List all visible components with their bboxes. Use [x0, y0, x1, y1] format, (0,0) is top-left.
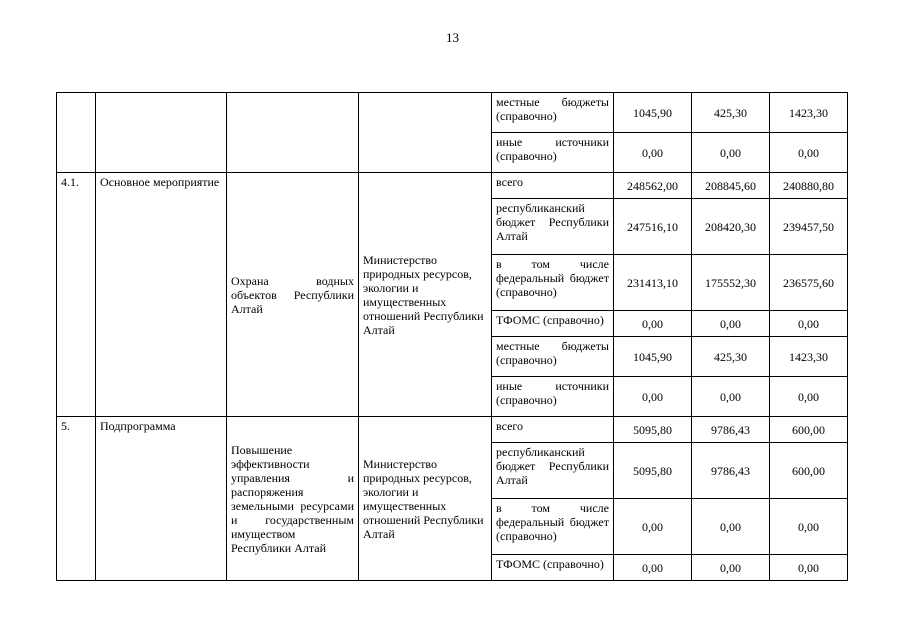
- value-cell: 240880,80: [770, 173, 848, 199]
- value-cell: 600,00: [770, 443, 848, 499]
- value-cell: 0,00: [614, 555, 692, 581]
- value-cell: 208845,60: [692, 173, 770, 199]
- source-cell: республиканский бюджет Республики Алтай: [492, 443, 614, 499]
- source-cell: местные бюджеты (справочно): [492, 93, 614, 133]
- code-cell: [57, 93, 96, 173]
- value-cell: 0,00: [614, 311, 692, 337]
- name-cell: Повышение эффективности управления и распоряжения земельными ресурсами и государственным имуществом Республики Алтай: [227, 417, 359, 581]
- value-cell: 247516,10: [614, 199, 692, 255]
- source-cell: в том числе федеральный бюджет (справочно): [492, 255, 614, 311]
- source-cell: в том числе федеральный бюджет (справочно): [492, 499, 614, 555]
- value-cell: 5095,80: [614, 443, 692, 499]
- source-cell: ТФОМС (справочно): [492, 555, 614, 581]
- value-cell: 0,00: [770, 499, 848, 555]
- table-row: [57, 93, 848, 133]
- page-number: 13: [446, 30, 459, 45]
- name-cell: Охрана водных объектов Республики Алтай: [227, 173, 359, 417]
- value-cell: 1423,30: [770, 337, 848, 377]
- name-cell: [227, 93, 359, 173]
- value-cell: 600,00: [770, 417, 848, 443]
- value-cell: 0,00: [770, 133, 848, 173]
- type-cell: Основное мероприятие: [96, 173, 227, 417]
- executor-cell: Министерство природных ресурсов, экологии и имущественных отношений Республики Алтай: [359, 417, 492, 581]
- value-cell: 9786,43: [692, 417, 770, 443]
- value-cell: 425,30: [692, 337, 770, 377]
- source-cell: республиканский бюджет Республики Алтай: [492, 199, 614, 255]
- value-cell: 1045,90: [614, 93, 692, 133]
- source-cell: всего: [492, 417, 614, 443]
- value-cell: 175552,30: [692, 255, 770, 311]
- executor-cell: Министерство природных ресурсов, экологии и имущественных отношений Республики Алтай: [359, 173, 492, 417]
- source-cell: иные источники (справочно): [492, 377, 614, 417]
- value-cell: 0,00: [770, 377, 848, 417]
- value-cell: 0,00: [614, 499, 692, 555]
- type-cell: Подпрограмма: [96, 417, 227, 581]
- value-cell: 0,00: [770, 555, 848, 581]
- value-cell: 208420,30: [692, 199, 770, 255]
- budget-table: [56, 92, 848, 581]
- source-cell: ТФОМС (справочно): [492, 311, 614, 337]
- value-cell: 1423,30: [770, 93, 848, 133]
- value-cell: 248562,00: [614, 173, 692, 199]
- source-cell: местные бюджеты (справочно): [492, 337, 614, 377]
- table-row: [57, 417, 848, 443]
- source-cell: всего: [492, 173, 614, 199]
- value-cell: 0,00: [614, 133, 692, 173]
- value-cell: 239457,50: [770, 199, 848, 255]
- value-cell: 0,00: [770, 311, 848, 337]
- source-cell: иные источники (справочно): [492, 133, 614, 173]
- value-cell: 0,00: [692, 555, 770, 581]
- executor-cell: [359, 93, 492, 173]
- value-cell: 231413,10: [614, 255, 692, 311]
- value-cell: 9786,43: [692, 443, 770, 499]
- value-cell: 0,00: [614, 377, 692, 417]
- code-cell: 4.1.: [57, 173, 96, 417]
- value-cell: 0,00: [692, 499, 770, 555]
- value-cell: 425,30: [692, 93, 770, 133]
- value-cell: 1045,90: [614, 337, 692, 377]
- type-cell: [96, 93, 227, 173]
- table-row: [57, 173, 848, 199]
- value-cell: 0,00: [692, 133, 770, 173]
- value-cell: 0,00: [692, 377, 770, 417]
- value-cell: 236575,60: [770, 255, 848, 311]
- value-cell: 5095,80: [614, 417, 692, 443]
- value-cell: 0,00: [692, 311, 770, 337]
- code-cell: 5.: [57, 417, 96, 581]
